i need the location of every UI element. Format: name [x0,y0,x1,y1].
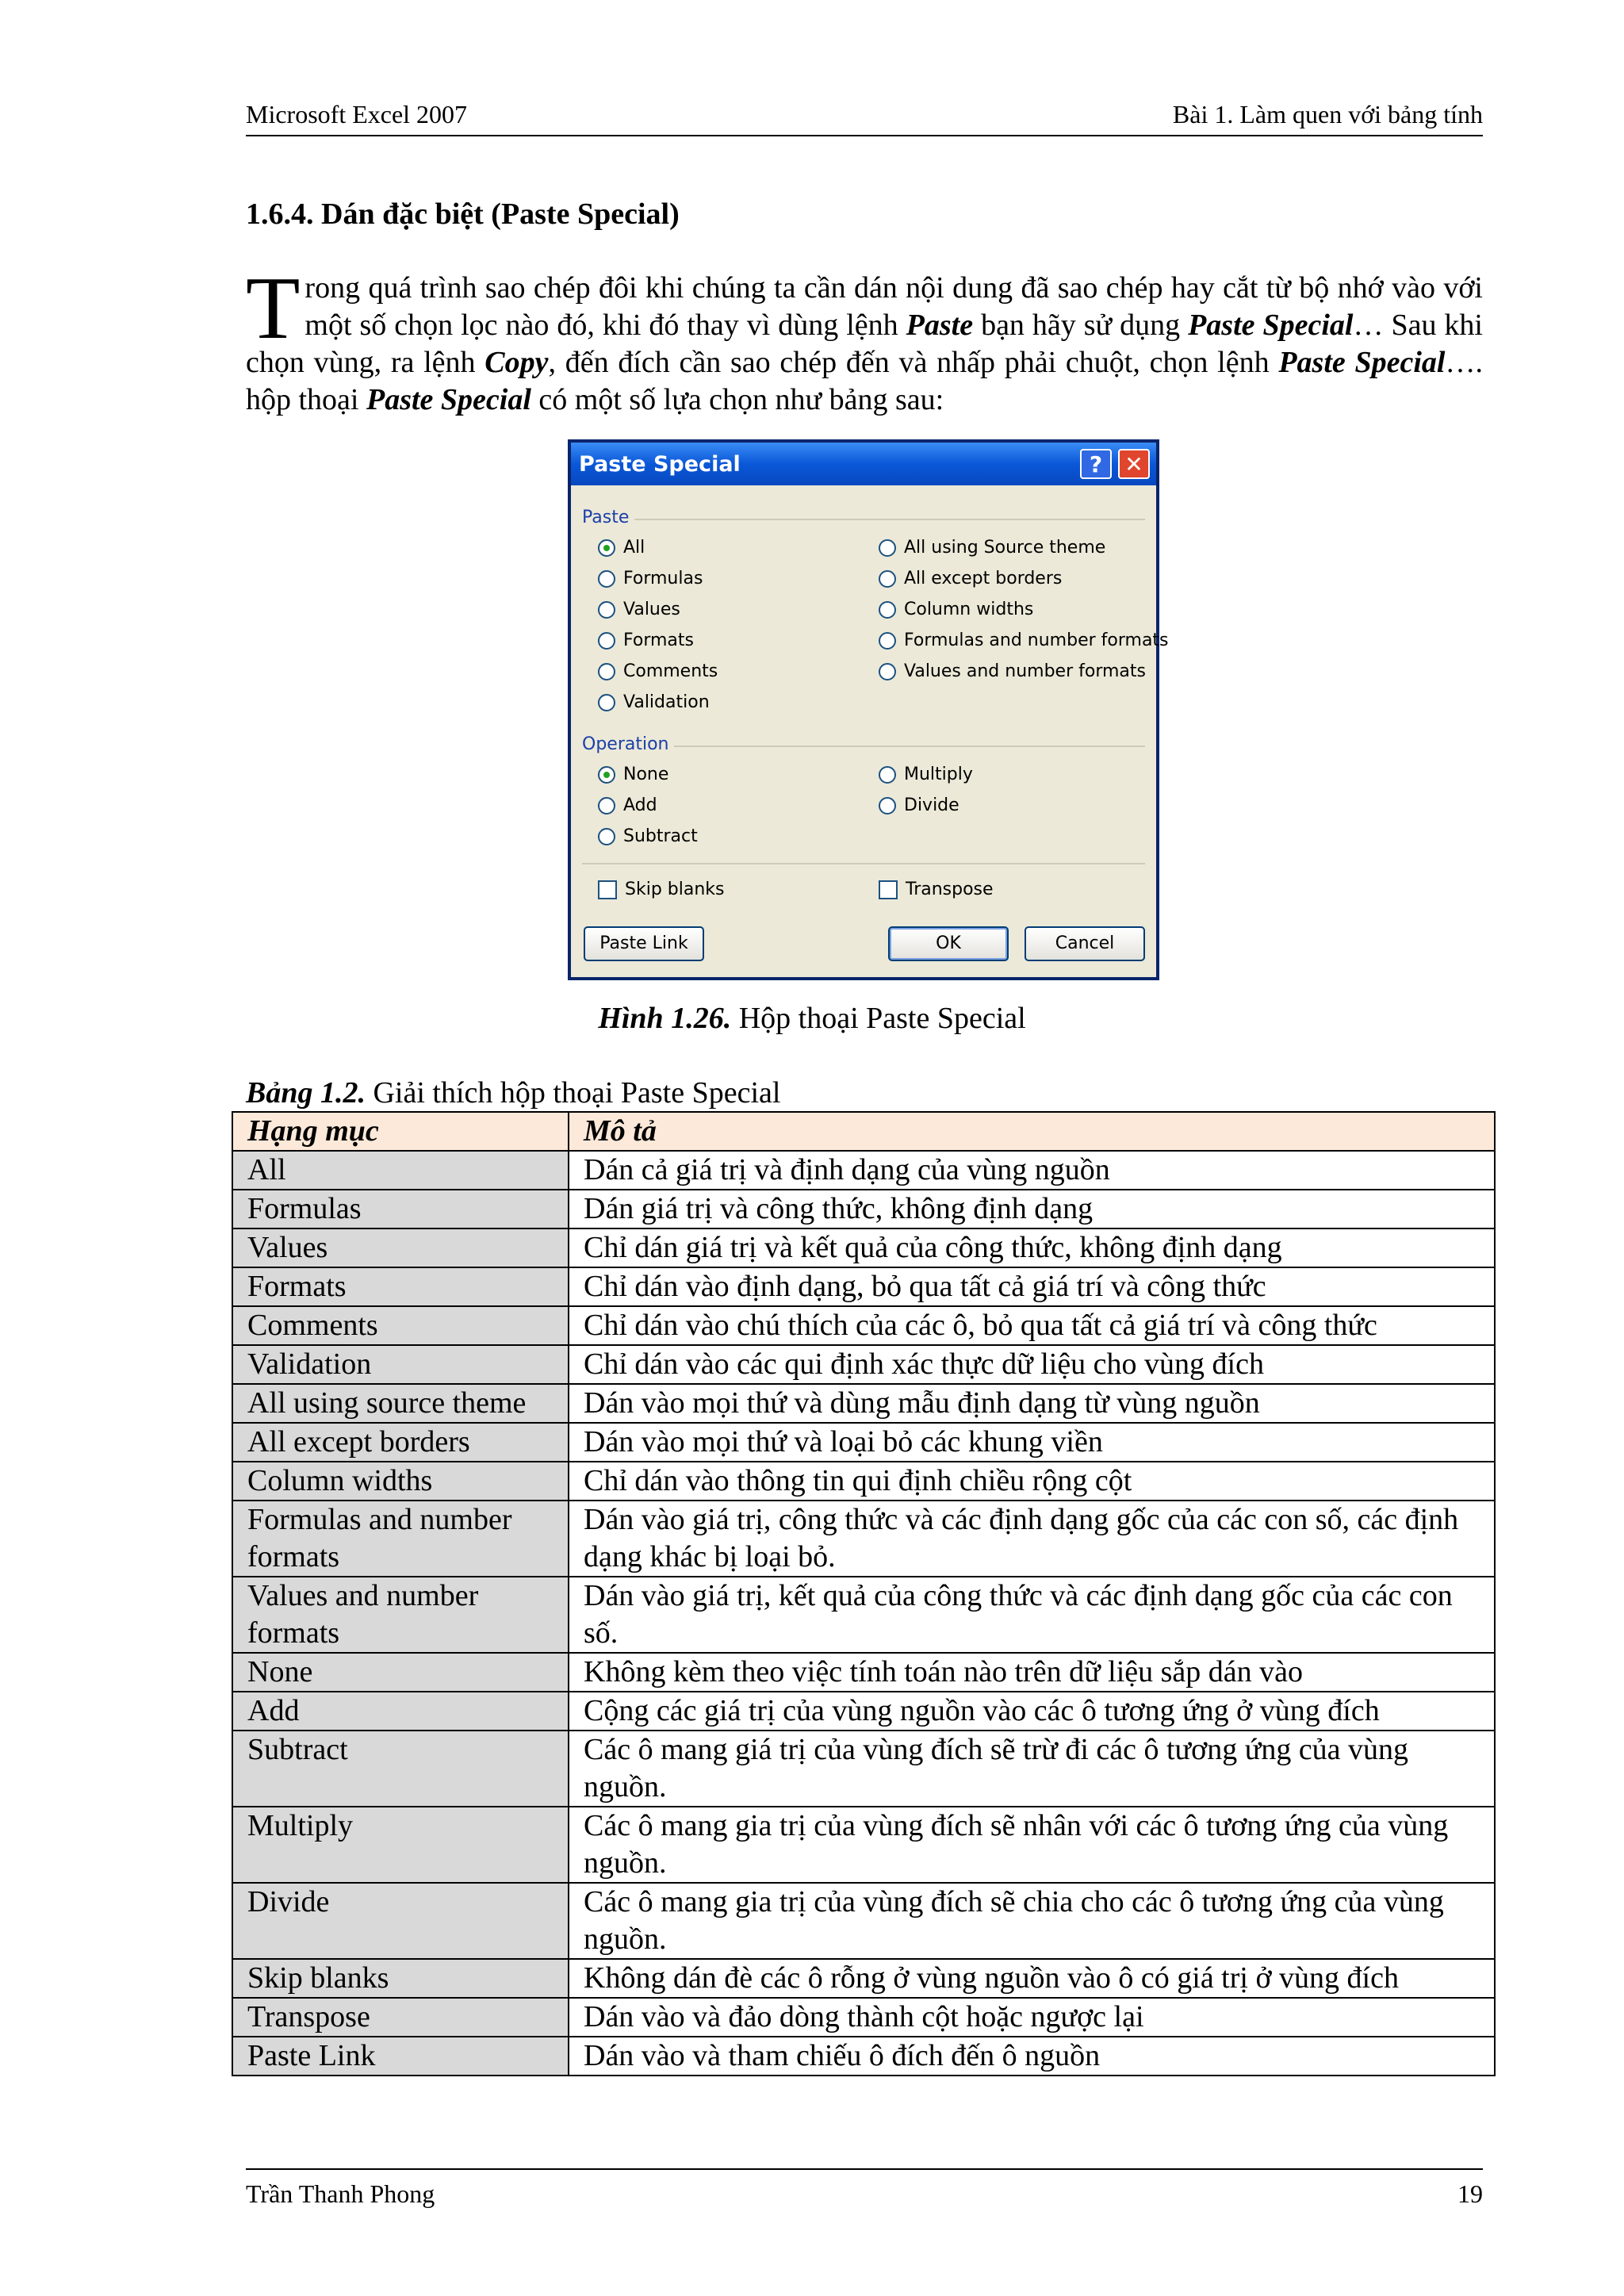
item-cell: Paste Link [232,2037,569,2076]
table-caption-text: Giải thích hộp thoại Paste Special [365,1076,781,1110]
radio-subtract[interactable] [598,826,698,846]
item-cell: None [232,1653,569,1692]
paste-group-label: Paste [582,508,630,527]
intro-paragraph [246,259,1483,419]
radio-formulas[interactable] [598,569,703,588]
radio-icon [879,601,896,619]
description-cell: Dán vào mọi thứ và loại bỏ các khung viền [569,1423,1495,1462]
description-cell: Dán vào và tham chiếu ô đích đến ô nguồn [569,2037,1495,2076]
item-cell: Add [232,1692,569,1731]
table-row [232,1501,1495,1577]
para-text: có một số lựa chọn như bảng sau: [530,383,944,416]
footer-author: Trần Thanh Phong [246,2179,435,2208]
figure-caption [0,1001,1624,1036]
table-row [232,1423,1495,1462]
item-cell: Formulas and number formats [232,1501,569,1577]
radio-formats[interactable] [598,631,694,650]
para-bold: Paste Special [1188,309,1354,342]
checkbox-icon [879,880,898,899]
table-row [232,1731,1495,1807]
checkbox-icon [598,880,617,899]
table-row [232,1807,1495,1883]
paste-link-button[interactable]: Paste Link [584,926,704,961]
para-text: … Sau khi chọn vùng, ra lệnh [246,309,1483,379]
table-row [232,1228,1495,1267]
radio-label: Comments [623,661,718,681]
radio-validation[interactable] [598,692,710,712]
para-bold: Paste Special [1278,346,1446,379]
radio-label: Values and number formats [904,661,1146,681]
paste-special-dialog [568,439,1169,980]
description-cell: Chỉ dán vào chú thích của các ô, bỏ qua tất cả giá trí và công thức [569,1306,1495,1345]
item-cell: Subtract [232,1731,569,1807]
table-row [232,1306,1495,1345]
table-header-row [232,1112,1495,1151]
radio-icon [879,539,896,557]
divider [674,746,1145,747]
para-text: , đến đích cần sao chép đến và nhấp phải chuột, chọn lệnh [548,346,1279,379]
radio-none[interactable] [598,765,668,784]
table-row [232,1345,1495,1384]
table-row [232,1384,1495,1423]
item-cell: All [232,1151,569,1190]
description-cell: Các ô mang gia trị của vùng đích sẽ chia cho các ô tương ứng của vùng nguồn. [569,1883,1495,1959]
radio-all-using-source-theme[interactable] [879,538,1105,558]
description-cell: Các ô mang gia trị của vùng đích sẽ nhân với các ô tương ứng của vùng nguồn. [569,1807,1495,1883]
item-cell: Values and number formats [232,1577,569,1653]
description-cell: Cộng các giá trị của vùng nguồn vào các ô tương ứng ở vùng đích [569,1692,1495,1731]
para-text: bạn hãy sử dụng [973,309,1189,342]
description-cell: Dán giá trị và công thức, không định dạng [569,1190,1495,1228]
radio-label: All using Source theme [904,538,1106,558]
radio-label: Formulas and number formats [904,631,1169,650]
description-cell: Dán vào giá trị, kết quả của công thức và các định dạng gốc của các con số. [569,1577,1495,1653]
radio-label: Divide [904,795,959,815]
radio-label: Add [623,795,657,815]
radio-label: Multiply [904,765,973,784]
radio-label: Values [623,600,680,619]
radio-label: Column widths [904,600,1034,619]
radio-icon [598,570,615,588]
radio-icon [598,632,615,650]
cancel-button[interactable]: Cancel [1025,926,1145,961]
radio-icon [879,797,896,815]
divider [582,863,1145,864]
section-title: 1.6.4. Dán đặc biệt (Paste Special) [246,197,680,231]
para-bold: Paste Special [366,383,531,416]
item-cell: Formats [232,1267,569,1306]
help-icon[interactable]: ? [1080,449,1112,479]
paste-special-table [232,1111,1496,2076]
table-caption [246,1075,780,1110]
radio-icon [598,797,615,815]
description-cell: Chỉ dán vào thông tin qui định chiều rộng cột [569,1462,1495,1501]
checkbox-label: Transpose [906,880,994,899]
radio-icon [879,570,896,588]
item-cell: Skip blanks [232,1959,569,1998]
column-header: Hạng mục [232,1112,569,1151]
ok-button[interactable]: OK [888,926,1009,961]
radio-icon [879,663,896,680]
radio-comments[interactable] [598,661,718,681]
dialog-title: Paste Special [579,452,741,477]
table-row [232,1190,1495,1228]
description-cell: Dán vào và đảo dòng thành cột hoặc ngược lại [569,1998,1495,2037]
table-row [232,1653,1495,1692]
item-cell: Values [232,1228,569,1267]
radio-label: Subtract [623,826,698,846]
item-cell: Multiply [232,1807,569,1883]
radio-all-except-borders[interactable] [879,569,1062,588]
radio-icon [879,632,896,650]
table-row [232,1692,1495,1731]
description-cell: Không dán đè các ô rỗng ở vùng nguồn vào ô có giá trị ở vùng đích [569,1959,1495,1998]
item-cell: All using source theme [232,1384,569,1423]
radio-icon [598,828,615,845]
radio-label: Formulas [623,569,703,588]
table-row [232,1267,1495,1306]
radio-column-widths[interactable] [879,600,1033,619]
description-cell: Chỉ dán vào các qui định xác thực dữ liệu cho vùng đích [569,1345,1495,1384]
close-icon[interactable]: ✕ [1118,449,1150,479]
radio-label: Formats [623,631,694,650]
description-cell: Chỉ dán giá trị và kết quả của công thức, không định dạng [569,1228,1495,1267]
description-cell: Dán cả giá trị và định dạng của vùng nguồn [569,1151,1495,1190]
page-header [246,97,1483,136]
radio-icon [598,663,615,680]
radio-selected-icon [598,766,615,784]
radio-divide[interactable] [879,795,959,815]
radio-icon [879,766,896,784]
radio-formulas-number-formats[interactable] [879,631,1169,650]
radio-multiply[interactable] [879,765,973,784]
divider [634,519,1145,520]
description-cell: Không kèm theo việc tính toán nào trên dữ liệu sắp dán vào [569,1653,1495,1692]
checkbox-label: Skip blanks [625,880,725,899]
table-row [232,1998,1495,2037]
column-header: Mô tả [569,1112,1495,1151]
radio-icon [598,694,615,711]
table-row [232,1883,1495,1959]
item-cell: Column widths [232,1462,569,1501]
table-row [232,1462,1495,1501]
radio-label: All except borders [904,569,1063,588]
item-cell: Divide [232,1883,569,1959]
radio-label: Validation [623,692,710,712]
header-right: Bài 1. Làm quen với bảng tính [1172,100,1483,128]
skip-blanks-checkbox[interactable] [598,880,724,899]
description-cell: Chỉ dán vào định dạng, bỏ qua tất cả giá trí và công thức [569,1267,1495,1306]
figure-label: Hình 1.26. [598,1002,732,1035]
radio-values[interactable] [598,600,680,619]
description-cell: Dán vào giá trị, công thức và các định dạng gốc của các con số, các định dạng khác bị loại bỏ. [569,1501,1495,1577]
description-cell: Các ô mang giá trị của vùng đích sẽ trừ đi các ô tương ứng của vùng nguồn. [569,1731,1495,1807]
dialog-titlebar [571,443,1156,485]
item-cell: Transpose [232,1998,569,2037]
table-label: Bảng 1.2. [246,1076,366,1110]
para-bold: Paste [906,309,974,342]
para-bold: Copy [485,346,549,379]
radio-values-number-formats[interactable] [879,661,1146,681]
header-left: Microsoft Excel 2007 [246,100,468,128]
item-cell: Comments [232,1306,569,1345]
item-cell: Formulas [232,1190,569,1228]
radio-add[interactable] [598,795,657,815]
radio-selected-icon [598,539,615,557]
para-text: …. hộp thoại [246,346,1483,416]
dropcap: T [246,259,301,358]
item-cell: All except borders [232,1423,569,1462]
table-row [232,1151,1495,1190]
page-footer [246,2168,1483,2208]
radio-icon [598,601,615,619]
figure-text: Hộp thoại Paste Special [731,1002,1026,1035]
page-number: 19 [1457,2179,1483,2208]
radio-label: None [623,765,669,784]
transpose-checkbox[interactable] [879,880,994,899]
para-text: rong quá trình sao chép đôi khi chúng ta cần dán nội dung đã sao chép hay cắt từ bộ nhớ vào với một số chọn lọc nào đó, khi đó thay vì dùng lệnh [304,271,1483,342]
table-row [232,1577,1495,1653]
description-cell: Dán vào mọi thứ và dùng mẫu định dạng từ vùng nguồn [569,1384,1495,1423]
radio-all[interactable] [598,538,645,558]
item-cell: Validation [232,1345,569,1384]
table-row [232,1959,1495,1998]
radio-label: All [623,538,645,558]
table-row [232,2037,1495,2076]
operation-group-label: Operation [582,734,669,754]
